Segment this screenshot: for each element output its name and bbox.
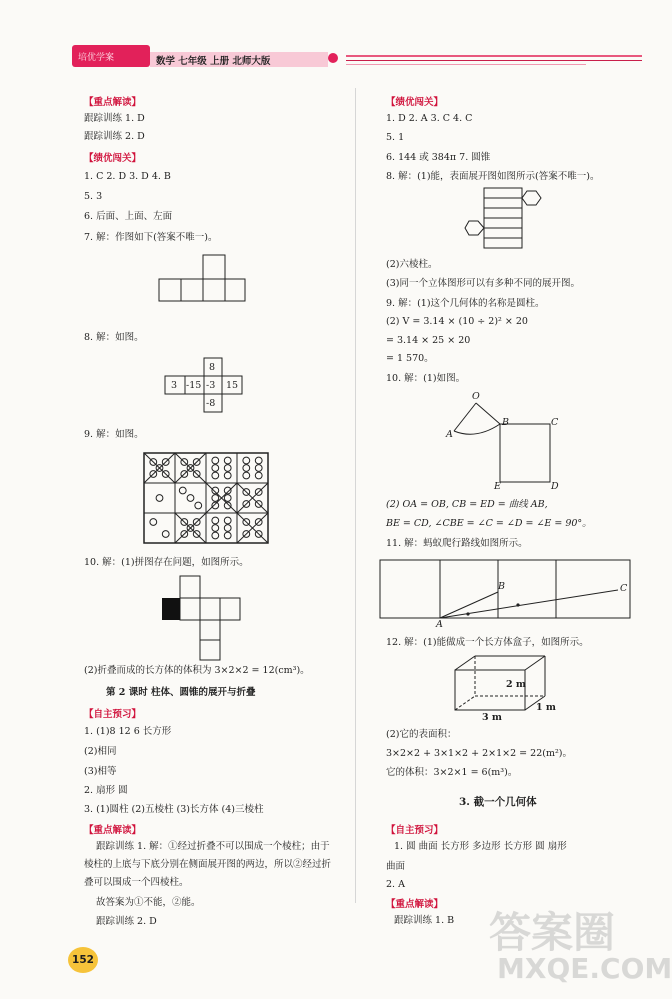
dice-pip — [187, 495, 194, 502]
answer-line: 跟踪训练 1. B — [394, 915, 455, 926]
lesson-title: 第 2 课时 柱体、圆锥的展开与折叠 — [106, 687, 256, 698]
point-label: A — [446, 429, 453, 440]
dice-pip — [150, 519, 157, 526]
header-badge-text: 培优学案 — [78, 53, 115, 63]
answer-paragraph: 叠可以围成一个四棱柱。 — [84, 877, 189, 888]
net-cell: 3 — [171, 380, 178, 391]
answer-paragraph: 跟踪训练 2. D — [96, 916, 157, 927]
answer-line: 5. 3 — [84, 191, 103, 202]
dice-pip — [224, 495, 231, 502]
watermark-url: MXQE.COM — [497, 952, 672, 985]
answer-line: 1. C 2. D 3. D 4. B — [84, 171, 171, 182]
net-cell-top: 8 — [209, 362, 216, 373]
net-cell: -15 — [186, 380, 202, 391]
dice-pip — [212, 465, 219, 472]
dice-cell — [144, 513, 175, 543]
figure-12-box — [452, 652, 562, 724]
answer-paragraph: 故答案为①不能，②能。 — [96, 897, 201, 908]
dice-cell — [237, 453, 268, 483]
dice-pip — [224, 457, 231, 464]
answer-line: = 1 570。 — [386, 353, 434, 364]
point-label: O — [472, 391, 480, 402]
dice-pip — [255, 457, 262, 464]
answer-line: 2. A — [386, 879, 405, 890]
answer-line: 10. 解：(1)如图。 — [386, 373, 466, 384]
dice-pip — [224, 532, 231, 539]
section-title-key-points: 【重点解读】 — [84, 825, 142, 836]
point-label: C — [620, 583, 628, 594]
answer-line: 9. 解：如图。 — [84, 429, 144, 440]
figure-9-dice-grid — [143, 452, 270, 546]
answer-line: (2)六棱柱。 — [386, 259, 438, 270]
answer-paragraph: 跟踪训练 1. 解：①经过折叠不可以围成一个棱柱；由于 — [96, 841, 330, 852]
answer-line: (2)折叠而成的长方体的体积为 3×2×2 = 12(cm³)。 — [84, 665, 310, 676]
answer-line: 6. 144 或 384π 7. 圆锥 — [386, 152, 491, 163]
point-label: A — [436, 619, 443, 630]
dimension-label: 3 m — [482, 712, 502, 723]
answer-line: (2) OA = OB, CB = ED = 曲线 AB, — [386, 499, 548, 510]
dice-pip — [212, 457, 219, 464]
section-title-challenge: 【绩优闯关】 — [84, 153, 142, 164]
dice-pip — [224, 472, 231, 479]
answer-line: 11. 解：蚂蚁爬行路线如图所示。 — [386, 538, 528, 549]
page-number: 152 — [68, 947, 98, 973]
header-badge — [72, 45, 150, 67]
net-cell: 15 — [226, 380, 239, 391]
answer-line: 1. (1)8 12 6 长方形 — [84, 726, 172, 737]
figure-7-cube-net — [158, 253, 248, 305]
net-cell-bottom: -8 — [206, 398, 216, 409]
watermark-logo — [475, 900, 672, 990]
answer-line: 7. 解：作图如下(答案不唯一)。 — [84, 232, 218, 243]
dice-pip — [156, 495, 163, 502]
dice-pip — [224, 517, 231, 524]
dice-pip — [224, 525, 231, 532]
dice-cell — [175, 483, 206, 513]
answer-line: 8. 解：如图。 — [84, 332, 144, 343]
dice-pip — [224, 487, 231, 494]
dice-pip — [224, 502, 231, 509]
answer-line: 3. (1)圆柱 (2)五棱柱 (3)长方体 (4)三棱柱 — [84, 804, 264, 815]
dice-cell — [206, 513, 237, 543]
point-label: E — [494, 481, 501, 492]
dimension-label: 2 m — [506, 679, 526, 690]
figure-10-cone-net — [446, 391, 566, 494]
answer-line: 12. 解：(1)能做成一个长方体盒子，如图所示。 — [386, 637, 589, 648]
figure-10-net — [160, 574, 250, 662]
answer-line: 它的体积：3×2×1 = 6(m³)。 — [386, 767, 518, 778]
figure-11-ant-path — [378, 558, 634, 628]
section-title-preview: 【自主预习】 — [84, 709, 142, 720]
point-label: D — [551, 481, 559, 492]
answer-line: 8. 解：(1)能，表面展开图如图所示(答案不唯一)。 — [386, 171, 600, 182]
section-title-key-points: 【重点解读】 — [84, 97, 142, 108]
dice-pip — [212, 502, 219, 509]
answer-line: 6. 后面、上面、左面 — [84, 211, 173, 222]
answer-line: 3×2×2 + 3×1×2 + 2×1×2 = 22(m²)。 — [386, 748, 572, 759]
dice-pip — [212, 517, 219, 524]
dice-pip — [255, 472, 262, 479]
dice-pip — [179, 487, 186, 494]
answer-line: 9. 解：(1)这个几何体的名称是圆柱。 — [386, 298, 545, 309]
answer-line: (3)相等 — [84, 766, 117, 777]
answer-line: BE = CD, ∠CBE = ∠C = ∠D = ∠E = 90°。 — [386, 518, 592, 529]
section-heading: 3. 截一个几何体 — [459, 796, 537, 808]
dice-pip — [224, 465, 231, 472]
dice-pip — [212, 472, 219, 479]
answer-line: 1. D 2. A 3. C 4. C — [386, 113, 473, 124]
point-label: C — [551, 417, 559, 428]
figure-8-hexprism-net — [464, 186, 544, 252]
section-title-key-points: 【重点解读】 — [386, 899, 444, 910]
dice-pip — [212, 532, 219, 539]
header-rule-2 — [346, 60, 642, 61]
dice-pip — [212, 487, 219, 494]
figure-8-number-net — [164, 357, 244, 417]
header-dot-icon — [328, 53, 338, 63]
header-rule-3 — [346, 64, 586, 65]
answer-paragraph: 棱柱的上底与下底分别在侧面展开图的两边，所以②经过折 — [84, 859, 332, 870]
answer-line: 10. 解：(1)拼图存在问题，如图所示。 — [84, 557, 249, 568]
dice-pip — [243, 457, 250, 464]
dice-pip — [162, 531, 169, 538]
answer-line: 5. 1 — [386, 132, 405, 143]
dice-pip — [212, 495, 219, 502]
dice-pip — [212, 525, 219, 532]
section-title-challenge: 【绩优闯关】 — [386, 97, 444, 108]
dice-pip — [195, 502, 202, 509]
answer-line: 跟踪训练 2. D — [84, 131, 145, 142]
answer-line: 2. 扇形 圆 — [84, 785, 128, 796]
dimension-label: 1 m — [536, 702, 556, 713]
answer-line: 跟踪训练 1. D — [84, 113, 145, 124]
answer-line: (3)同一个立体图形可以有多种不同的展开图。 — [386, 278, 580, 289]
dice-cell — [206, 453, 237, 483]
dice-pip — [243, 472, 250, 479]
answer-line: (2) V = 3.14 × (10 ÷ 2)² × 20 — [386, 316, 528, 327]
watermark-text: 答案圈 — [489, 908, 616, 957]
answer-line: (2)相同 — [84, 746, 117, 757]
dice-cell — [144, 483, 175, 513]
net-cell: -3 — [206, 380, 216, 391]
point-label: B — [498, 581, 505, 592]
dice-pip — [243, 465, 250, 472]
header-title: 数学 七年级 上册 北师大版 — [156, 56, 271, 67]
column-divider — [355, 88, 356, 903]
section-title-preview: 【自主预习】 — [386, 825, 444, 836]
answer-line: 1. 圆 曲面 长方形 多边形 长方形 圆 扇形 — [394, 841, 567, 852]
answer-line: 曲面 — [386, 861, 406, 872]
answer-line: (2)它的表面积： — [386, 729, 457, 740]
answer-line: = 3.14 × 25 × 20 — [386, 335, 471, 346]
dice-pip — [255, 465, 262, 472]
point-label: B — [502, 417, 509, 428]
header-rule-1 — [346, 55, 642, 57]
